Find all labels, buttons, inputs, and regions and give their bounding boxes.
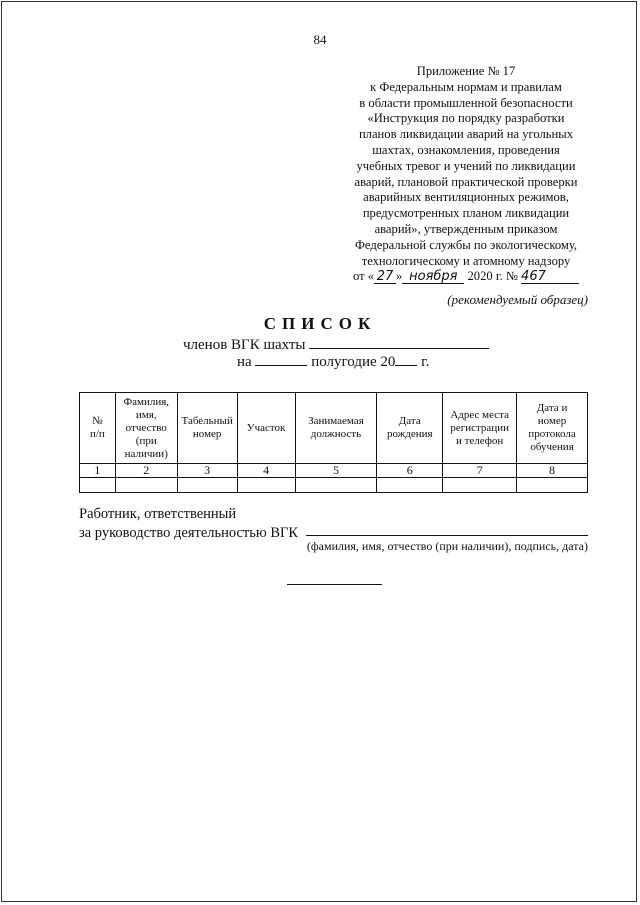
column-number: 3 — [177, 464, 237, 478]
sample-note: (рекомендуемый образец) — [447, 292, 588, 307]
appendix-line: «Инструкция по порядку разработки — [367, 111, 565, 126]
order-day-handwritten: 27 — [374, 270, 396, 284]
empty-cell — [517, 478, 588, 493]
empty-cell — [377, 478, 443, 493]
header-full-name: Фамилия, имя, отчество (при наличии) — [115, 393, 177, 464]
appendix-line: в области промышленной безопасности — [359, 95, 573, 110]
header-position: Занимаемая должность — [295, 393, 377, 464]
appendix-block — [330, 64, 602, 285]
half-year-blank — [255, 353, 307, 366]
order-year-text: 2020 г. № — [467, 269, 518, 284]
header-personnel-number: Табельный номер — [177, 393, 237, 464]
column-number: 5 — [295, 464, 377, 478]
empty-cell — [177, 478, 237, 493]
empty-cell — [443, 478, 517, 493]
subtitle-mine-label: членов ВГК шахты — [183, 337, 306, 353]
empty-cell — [237, 478, 295, 493]
header-section: Участок — [237, 393, 295, 464]
signature-blank-line — [306, 535, 588, 536]
column-number: 4 — [237, 464, 295, 478]
responsible-worker-block — [79, 505, 298, 543]
appendix-line: аварийных вентиляционных режимов, — [363, 190, 569, 205]
end-rule — [287, 584, 382, 585]
header-training-protocol: Дата и номер протокола обучения — [517, 393, 588, 464]
period-mid: полугодие 20 — [311, 354, 396, 370]
column-number: 1 — [80, 464, 116, 478]
table-empty-row — [80, 478, 588, 493]
column-number: 8 — [517, 464, 588, 478]
empty-cell — [115, 478, 177, 493]
order-prefix: от « — [352, 269, 375, 284]
members-table — [79, 392, 588, 493]
mine-name-blank — [309, 336, 489, 349]
empty-cell — [295, 478, 377, 493]
appendix-line: Приложение № 17 — [416, 64, 516, 78]
table-header-row — [80, 393, 588, 464]
header-number: № п/п — [80, 393, 116, 464]
empty-cell — [80, 478, 116, 493]
page-number: 84 — [313, 32, 327, 47]
appendix-line: технологическому и атомному надзору — [361, 253, 571, 268]
header-birth-date: Дата рождения — [377, 393, 443, 464]
order-number-handwritten: 467 — [521, 270, 579, 284]
period-suffix: г. — [421, 354, 430, 370]
appendix-line: аварий», утвержденным приказом — [374, 221, 558, 236]
subtitle-period-line — [237, 353, 429, 371]
appendix-line: шахтах, ознакомления, проведения — [372, 142, 560, 157]
column-number: 7 — [443, 464, 517, 478]
order-date-line — [330, 269, 602, 285]
subtitle-mine-line — [183, 336, 489, 354]
order-month-handwritten: ноября — [402, 270, 464, 284]
column-number: 2 — [115, 464, 177, 478]
header-address-phone: Адрес места регистрации и телефон — [443, 393, 517, 464]
period-prefix: на — [237, 354, 252, 370]
signature-caption: (фамилия, имя, отчество (при наличии), подпись, дата) — [306, 539, 588, 553]
responsible-line2: за руководство деятельностью ВГК — [79, 525, 299, 541]
responsible-line1: Работник, ответственный — [79, 506, 237, 522]
year-blank — [395, 353, 417, 366]
appendix-line: учебных тревог и учений по ликвидации — [356, 158, 576, 173]
appendix-line: Федеральной службы по экологическому, — [354, 237, 578, 252]
order-mid: » — [396, 269, 403, 284]
appendix-line: планов ликвидации аварий на угольных — [358, 127, 574, 142]
appendix-line: аварий, плановой практической проверки — [354, 174, 578, 189]
column-number: 6 — [377, 464, 443, 478]
document-title: СПИСОК — [263, 314, 377, 333]
table-column-numbers-row — [80, 464, 588, 478]
appendix-line: предусмотренных планом ликвидации — [362, 206, 570, 221]
appendix-line: к Федеральным нормам и правилам — [370, 79, 562, 94]
